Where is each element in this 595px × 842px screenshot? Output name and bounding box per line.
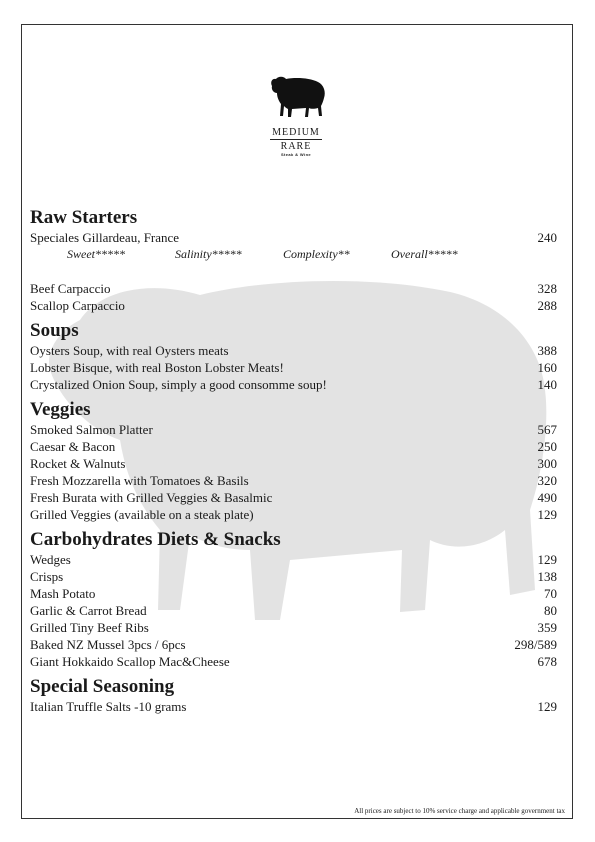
menu-section — [30, 207, 557, 314]
item-price: 300 — [537, 456, 557, 471]
menu-item — [30, 698, 557, 715]
menu-item — [30, 585, 557, 602]
footer-note: All prices are subject to 10% service charge and applicable government tax — [354, 807, 565, 815]
item-name: Oysters Soup, with real Oysters meats — [30, 343, 229, 358]
item-name: Beef Carpaccio — [30, 281, 111, 296]
item-price: 138 — [537, 569, 557, 584]
logo-brand-top: MEDIUM — [272, 127, 320, 138]
item-name: Garlic & Carrot Bread — [30, 603, 147, 618]
menu-item — [30, 359, 557, 376]
tasting-note: Salinity***** — [175, 247, 242, 261]
item-price: 328 — [537, 281, 557, 296]
tasting-note: Complexity** — [283, 247, 350, 261]
menu-item — [30, 653, 557, 670]
logo-divider — [270, 139, 322, 140]
item-name: Speciales Gillardeau, France — [30, 230, 180, 245]
item-price: 678 — [537, 654, 557, 669]
section-title: Soups — [30, 320, 79, 341]
menu-item — [30, 619, 557, 636]
menu-item — [30, 229, 557, 246]
item-name: Crisps — [30, 569, 64, 584]
item-name: Smoked Salmon Platter — [30, 422, 153, 437]
item-name: Fresh Mozzarella with Tomatoes & Basils — [30, 473, 249, 488]
item-name: Fresh Burata with Grilled Veggies & Basalmic — [30, 490, 273, 505]
menu-item — [30, 421, 557, 438]
logo-brand-bottom: RARE — [280, 141, 312, 152]
item-price: 129 — [537, 699, 557, 714]
logo — [260, 74, 332, 157]
menu-item — [30, 376, 557, 393]
item-price: 129 — [537, 507, 557, 522]
tasting-note: Sweet***** — [67, 247, 125, 261]
item-name: Baked NZ Mussel 3pcs / 6pcs — [30, 637, 186, 652]
menu-item — [30, 455, 557, 472]
logo-tagline: Steak & Wine — [280, 152, 312, 157]
item-name: Grilled Tiny Beef Ribs — [30, 620, 149, 635]
menu-item — [30, 551, 557, 568]
menu-item — [30, 342, 557, 359]
item-price: 288 — [537, 298, 557, 313]
menu-item — [30, 297, 557, 314]
item-name: Scallop Carpaccio — [30, 298, 125, 313]
item-price: 388 — [537, 343, 557, 358]
menu-item — [30, 636, 557, 653]
item-name: Crystalized Onion Soup, simply a good consomme soup! — [30, 377, 327, 392]
item-price: 70 — [544, 586, 557, 601]
section-title: Carbohydrates Diets & Snacks — [30, 529, 281, 550]
section-title: Veggies — [30, 399, 91, 420]
item-price: 129 — [537, 552, 557, 567]
item-name: Italian Truffle Salts -10 grams — [30, 699, 187, 714]
menu-content — [30, 207, 557, 721]
menu-item — [30, 602, 557, 619]
item-name: Rocket & Walnuts — [30, 456, 126, 471]
tasting-note: Overall***** — [391, 247, 458, 261]
item-price: 160 — [537, 360, 557, 375]
menu-section — [30, 676, 557, 715]
item-name: Giant Hokkaido Scallop Mac&Cheese — [30, 654, 230, 669]
menu-item — [30, 568, 557, 585]
item-price: 240 — [537, 230, 557, 245]
menu-item — [30, 489, 557, 506]
item-price: 80 — [544, 603, 557, 618]
menu-item — [30, 438, 557, 455]
menu-item — [30, 472, 557, 489]
item-name: Caesar & Bacon — [30, 439, 116, 454]
menu-section — [30, 529, 557, 670]
section-title: Raw Starters — [30, 207, 138, 228]
menu-section — [30, 399, 557, 523]
bull-logo-icon — [264, 74, 328, 120]
spacer — [30, 263, 557, 280]
tasting-notes — [30, 246, 557, 263]
item-name: Mash Potato — [30, 586, 96, 601]
item-name: Lobster Bisque, with real Boston Lobster Meats! — [30, 360, 284, 375]
item-price: 298/589 — [514, 637, 557, 652]
section-title: Special Seasoning — [30, 676, 175, 697]
menu-item — [30, 280, 557, 297]
item-price: 320 — [537, 473, 557, 488]
menu-item — [30, 506, 557, 523]
item-price: 359 — [537, 620, 557, 635]
item-price: 250 — [537, 439, 557, 454]
item-name: Wedges — [30, 552, 71, 567]
item-price: 140 — [537, 377, 557, 392]
item-name: Grilled Veggies (available on a steak plate) — [30, 507, 254, 522]
item-price: 490 — [537, 490, 557, 505]
item-price: 567 — [537, 422, 557, 437]
menu-section — [30, 320, 557, 393]
